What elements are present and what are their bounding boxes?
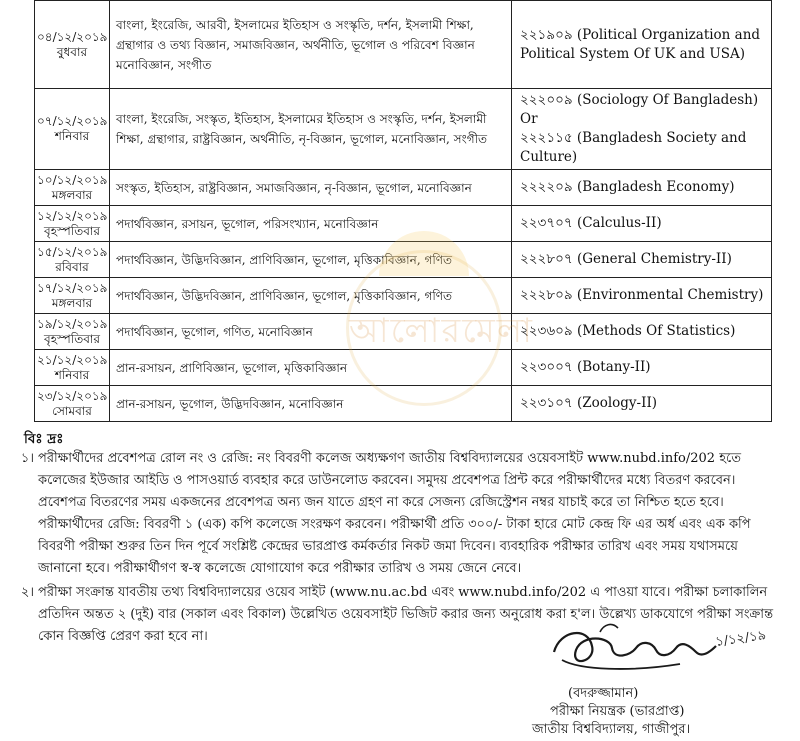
subjects-cell: প্রান-রসায়ন, ভূগোল, উদ্ভিদবিজ্ঞান, মনোবিজ্ঞান [110, 386, 512, 422]
course-cell [512, 1, 772, 89]
subjects-cell: পদার্থবিজ্ঞান, উদ্ভিদবিজ্ঞান, প্রাণিবিজ্ঞান, ভূগোল, মৃত্তিকাবিজ্ঞান, গণিত [110, 242, 512, 278]
exam-date-cell [35, 314, 110, 350]
note-1-line: পরীক্ষার্থীদের প্রবেশপত্র রোল নং ও রেজি: নং বিবরণী কলেজ অধ্যক্ষগণ জাতীয় বিশ্ববিদ্যালয়ের ওয়েবসাইট www.nubd.info/202 হতে [38, 451, 742, 466]
course-cell [512, 170, 772, 206]
course-line: Or [520, 111, 538, 127]
course-line: ২২২১১৫ (Bangladesh Society and [520, 130, 747, 146]
exam-date: ১৫/১২/২০১৯ [37, 244, 108, 259]
course-cell [512, 314, 772, 350]
course-cell [512, 89, 772, 170]
note-2-line: প্রতিদিন অন্তত ২ (দুই) বার (সকাল এবং বিকাল) উল্লেখিত ওয়েবসাইট ভিজিট করার জন্য অনুরোধ করা হ'ল। উল্লেখ্য ডাকযোগে পরীক্ষা সংক্রান্ত [38, 607, 774, 622]
subjects-cell: সংস্কৃত, ইতিহাস, রাষ্ট্রবিজ্ঞান, সমাজবিজ্ঞান, নৃ-বিজ্ঞান, ভূগোল, মনোবিজ্ঞান [110, 170, 512, 206]
course-line: ২২১৯০৯ (Political Organization and [520, 26, 761, 43]
course-line: ২২৩৭০৭ (Calculus-II) [520, 215, 662, 231]
notes-heading: বিঃ দ্রঃ [24, 431, 64, 447]
note-1-number: ১। [20, 451, 34, 466]
note-2-number: ২। [20, 585, 34, 600]
course-line: Political System Of UK and USA) [520, 45, 745, 62]
exam-schedule-table [34, 0, 772, 422]
subjects-cell: পদার্থবিজ্ঞান, উদ্ভিদবিজ্ঞান, প্রাণিবিজ্ঞান, ভূগোল, মৃত্তিকাবিজ্ঞান, গণিত [110, 278, 512, 314]
schedule-row [35, 206, 772, 242]
schedule-row [35, 278, 772, 314]
exam-date-cell [35, 1, 110, 89]
note-1-line: বিবরণী পরীক্ষা শুরুর তিন দিন পূর্বে সংশ্লিষ্ট কেন্দ্রের ভারপ্রাপ্ত কর্মকর্তার নিকট জমা দিবেন। ব্যবহারিক পরীক্ষার তারিখ এবং সময় যথাসময়ে [38, 539, 738, 554]
signature-block [532, 612, 790, 737]
schedule-row [35, 350, 772, 386]
exam-date: ২৩/১২/২০১৯ [37, 388, 108, 403]
schedule-row [35, 1, 772, 89]
course-line: ২২৩০০৭ (Botany-II) [520, 359, 651, 375]
subjects-cell: বাংলা, ইংরেজি, আরবী, ইসলামের ইতিহাস ও সংস্কৃতি, দর্শন, ইসলামী শিক্ষা, গ্রন্থাগার ও তথ্য বিজ্ঞান, সমাজবিজ্ঞান, অর্থনীতি, ভূগোল ও পরিবেশ বিজ্ঞান মনোবিজ্ঞান, সংগীত [110, 1, 512, 89]
note-1-line: পরীক্ষার্থীদের রেজি: বিবরণী ১ (এক) কপি কলেজে সংরক্ষণ করবেন। পরীক্ষার্থী প্রতি ৩০০/- টাকা হারে মোট কেন্দ্র ফি এর অর্ধ এবং এক কপি [38, 517, 751, 532]
exam-date-cell [35, 242, 110, 278]
watermark-text: আলোরমেলা [349, 311, 534, 351]
course-line: ২২৩১০৭ (Zoology-II) [520, 395, 658, 411]
note-1-line: কলেজের ইউজার আইডি ও পাসওয়ার্ড ব্যবহার করে ডাউনলোড করবেন। সমুদয় প্রবেশপত্র প্রিন্ট করে পরীক্ষার্থীদের মধ্যে বিতরণ করবেন। [38, 473, 736, 488]
exam-day: বৃহস্পতিবার [44, 331, 100, 346]
exam-date-cell [35, 89, 110, 170]
exam-day: বুধবার [56, 44, 88, 59]
exam-day: শনিবার [54, 129, 90, 143]
course-line: ২২২৮০৯ (Environmental Chemistry) [520, 287, 764, 303]
subjects-cell: পদার্থবিজ্ঞান, রসায়ন, ভূগোল, পরিসংখ্যান, মনোবিজ্ঞান [110, 206, 512, 242]
exam-date-cell [35, 206, 110, 242]
exam-date: ২১/১২/২০১৯ [37, 352, 108, 367]
exam-date-cell [35, 278, 110, 314]
exam-date: ১৭/১২/২০১৯ [37, 280, 108, 295]
course-cell [512, 242, 772, 278]
subjects-cell: পদার্থবিজ্ঞান, ভূগোল, গণিত, মনোবিজ্ঞান [110, 314, 512, 350]
course-cell [512, 386, 772, 422]
exam-date-cell [35, 386, 110, 422]
exam-date: ১২/১২/২০১৯ [37, 208, 108, 223]
schedule-row [35, 242, 772, 278]
course-line: ২২৩৬০৯ (Methods Of Statistics) [520, 323, 736, 339]
exam-day: শনিবার [54, 367, 90, 382]
subjects-cell: বাংলা, ইংরেজি, সংস্কৃত, ইতিহাস, ইসলামের ইতিহাস ও সংস্কৃতি, দর্শন, ইসলামী শিক্ষা, গ্রন্থাগার, রাষ্ট্রবিজ্ঞান, অর্থনীতি, নৃ-বিজ্ঞান, ভূগোল, মনোবিজ্ঞান, সংগীত [110, 89, 512, 170]
schedule-row [35, 314, 772, 350]
signer-title: পরীক্ষা নিয়ন্ত্রক (ভারপ্রাপ্ত) [550, 704, 685, 719]
exam-date-cell [35, 170, 110, 206]
course-cell [512, 350, 772, 386]
signature-date: ১/১২/১৯ [714, 628, 768, 650]
course-line: ২২২০০৯ (Sociology Of Bangladesh) [520, 92, 759, 108]
schedule-row [35, 386, 772, 422]
exam-date: ১৯/১২/২০১৯ [37, 316, 108, 331]
exam-date: ০৪/১২/২০১৯ [37, 29, 108, 44]
exam-date: ০৭/১২/২০১৯ [37, 114, 108, 128]
note-1-line: প্রবেশপত্র বিতরণের সময় একজনের প্রবেশপত্র অন্য জন যাতে গ্রহণ না করে সেজন্য রেজিস্ট্রেশন নম্বর যাচাই করে তা নিশ্চিত হতে হবে। [38, 495, 724, 510]
schedule-row [35, 170, 772, 206]
course-cell [512, 206, 772, 242]
exam-date-cell [35, 350, 110, 386]
exam-date: ১০/১২/২০১৯ [37, 172, 108, 187]
exam-day: সোমবার [52, 403, 92, 418]
course-cell [512, 278, 772, 314]
course-line: ২২২৮০৭ (General Chemistry-II) [520, 251, 732, 267]
signature-scrawl [540, 612, 790, 684]
note-2-line: পরীক্ষা সংক্রান্ত যাবতীয় তথ্য বিশ্ববিদ্যালয়ের ওয়েব সাইট (www.nu.ac.bd এবং www.nubd.info/202 এ পাওয়া যাবে। পরীক্ষা চলাকালিন [38, 585, 768, 600]
note-2-line: কোন বিজ্ঞপ্তি প্রেরণ করা হবে না। [38, 629, 208, 644]
exam-day: বৃহস্পতিবার [44, 223, 100, 238]
exam-day: মঙ্গলবার [51, 295, 93, 310]
note-1-line: জানানো হবে। পরীক্ষার্থীগণ স্ব-স্ব কলেজে যোগাযোগ করে পরীক্ষার তারিখ ও সময় জেনে নেবে। [38, 561, 522, 576]
course-line: Culture) [520, 149, 578, 165]
exam-day: রবিবার [55, 259, 89, 274]
signer-organization: জাতীয় বিশ্ববিদ্যালয়, গাজীপুর। [532, 722, 691, 737]
subjects-cell: প্রান-রসায়ন, প্রাণিবিজ্ঞান, ভূগোল, মৃত্তিকাবিজ্ঞান [110, 350, 512, 386]
course-line: ২২২২০৯ (Bangladesh Economy) [520, 179, 735, 195]
exam-day: মঙ্গলবার [51, 187, 93, 202]
schedule-row [35, 89, 772, 170]
signer-name: (বদরুজ্জামান) [568, 686, 639, 701]
